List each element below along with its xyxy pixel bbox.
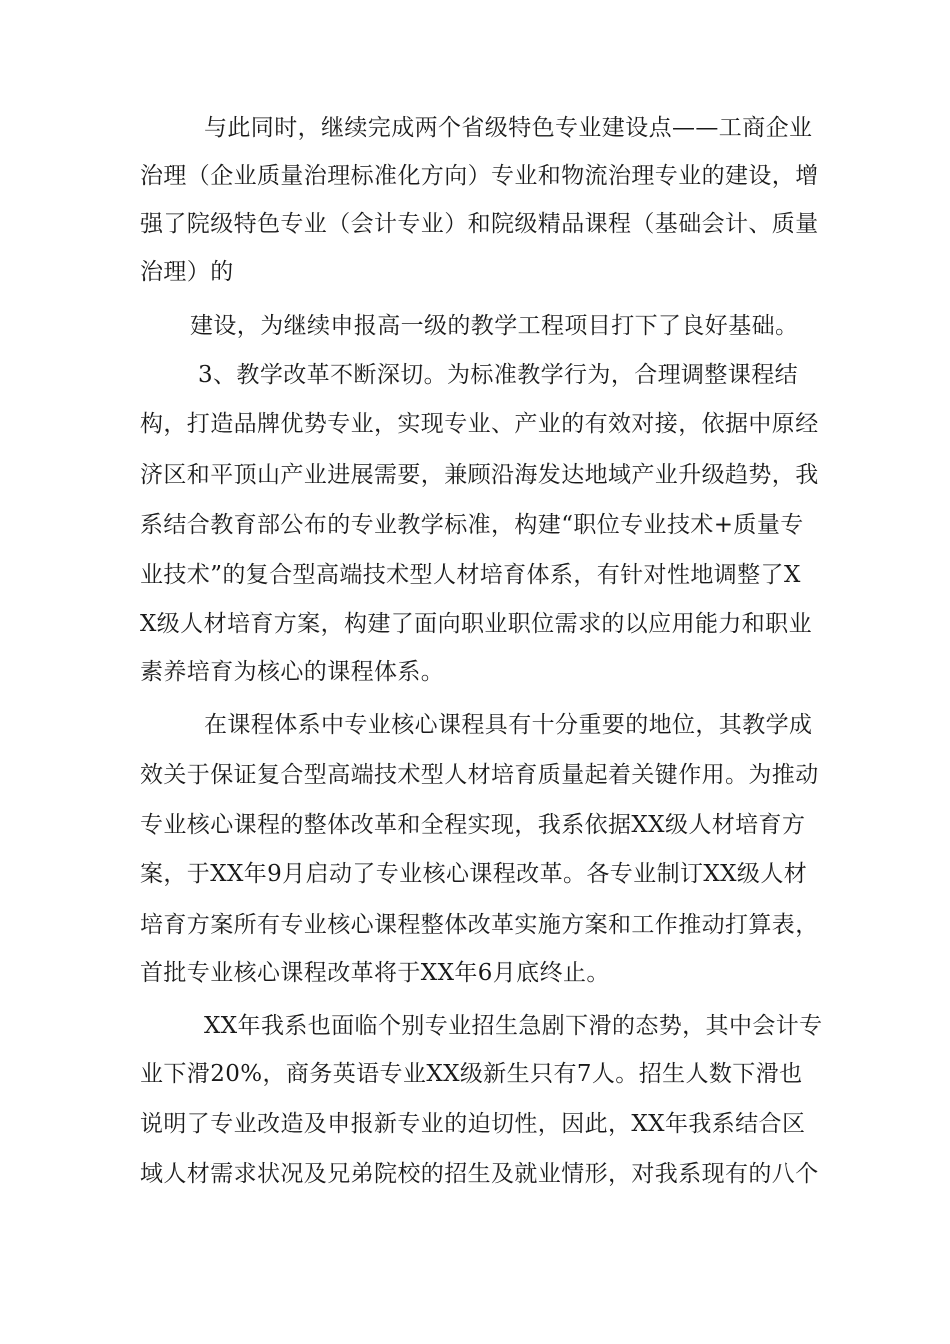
text-line: 系结合教育部公布的专业教学标准，构建“职位专业技术+质量专 <box>140 512 804 538</box>
text-line: 说明了专业改造及申报新专业的迫切性，因此，XX年我系结合区 <box>140 1111 806 1137</box>
text-line: 构，打造品牌优势专业，实现专业、产业的有效对接，依据中原经 <box>140 411 819 437</box>
text-line: 素养培育为核心的课程体系。 <box>140 659 445 685</box>
text-line: 建设，为继续申报高一级的教学工程项目打下了良好基础。 <box>190 313 799 339</box>
text-line: 在课程体系中专业核心课程具有十分重要的地位，其教学成 <box>204 712 813 738</box>
text-line: 治理（企业质量治理标准化方向）专业和物流治理专业的建设，增 <box>140 163 819 189</box>
text-line: 培育方案所有专业核心课程整体改革实施方案和工作推动打算表， <box>140 912 819 938</box>
text-line: X级人材培育方案，构建了面向职业职位需求的以应用能力和职业 <box>140 611 812 637</box>
text-line: 效关于保证复合型高端技术型人材培育质量起着关键作用。为推动 <box>140 762 819 788</box>
text-line: 业下滑20%，商务英语专业XX级新生只有7人。招生人数下滑也 <box>140 1061 803 1087</box>
text-line: 3、教学改革不断深切。为标准教学行为，合理调整课程结 <box>198 362 799 388</box>
text-line: 案，于XX年9月启动了专业核心课程改革。各专业制订XX级人材 <box>140 861 808 887</box>
text-line: 专业核心课程的整体改革和全程实现，我系依据XX级人材培育方 <box>140 812 806 838</box>
text-line: 业技术”的复合型高端技术型人材培育体系，有针对性地调整了X <box>140 562 801 588</box>
text-line: 济区和平顶山产业进展需要，兼顾沿海发达地域产业升级趋势，我 <box>140 462 819 488</box>
text-line: 强了院级特色专业（会计专业）和院级精品课程（基础会计、质量 <box>140 211 819 237</box>
text-line: 域人材需求状况及兄弟院校的招生及就业情形，对我系现有的八个 <box>140 1161 819 1187</box>
text-line: 与此同时，继续完成两个省级特色专业建设点——工商企业 <box>204 115 813 141</box>
text-line: 首批专业核心课程改革将于XX年6月底终止。 <box>140 960 610 986</box>
text-line: XX年我系也面临个别专业招生急剧下滑的态势，其中会计专 <box>204 1013 823 1039</box>
text-line: 治理）的 <box>140 259 234 285</box>
